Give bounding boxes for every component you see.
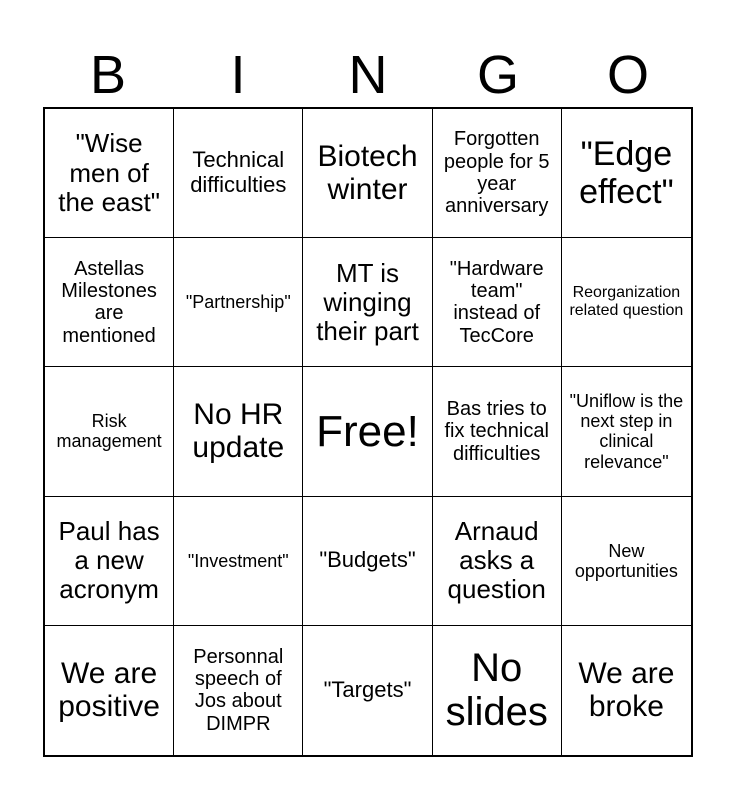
bingo-cell-r4c1[interactable] xyxy=(45,497,174,626)
cell-text: Personnal speech of Jos about DIMPR xyxy=(193,645,284,735)
cell-text: Biotech winter xyxy=(317,139,418,207)
bingo-cell-r5c2[interactable] xyxy=(174,626,303,755)
bingo-cell-r2c3[interactable] xyxy=(303,238,432,367)
cell-text: Bas tries to fix technical difficulties xyxy=(444,397,549,465)
bingo-cell-r4c2[interactable] xyxy=(174,497,303,626)
cell-text: New opportunities xyxy=(574,540,678,581)
bingo-cell-r2c1[interactable] xyxy=(45,238,174,367)
cell-text: "Wise men of the east" xyxy=(58,128,160,217)
bingo-header xyxy=(43,44,693,106)
cell-text: Astellas Milestones are mentioned xyxy=(61,257,157,347)
bingo-cell-r5c3[interactable] xyxy=(303,626,432,755)
cell-text: Risk management xyxy=(56,411,162,452)
header-letter-b: B xyxy=(89,45,127,105)
bingo-cell-r5c1[interactable] xyxy=(45,626,174,755)
cell-text: "Uniflow is the next step in clinical relevance" xyxy=(569,391,684,472)
cell-text: "Investment" xyxy=(187,550,289,571)
cell-text: "Hardware team" instead of TecCore xyxy=(449,257,544,347)
cell-text: Technical difficulties xyxy=(190,147,287,198)
header-letter-n: N xyxy=(348,45,388,105)
bingo-cell-r1c2[interactable] xyxy=(174,109,303,238)
bingo-cell-r4c4[interactable] xyxy=(433,497,562,626)
cell-text: "Edge effect" xyxy=(579,135,674,212)
cell-text: MT is winging their part xyxy=(316,257,419,346)
bingo-cell-r4c5[interactable] xyxy=(562,497,691,626)
bingo-cell-r1c3[interactable] xyxy=(303,109,432,238)
bingo-board xyxy=(43,107,693,757)
cell-text: We are positive xyxy=(58,656,160,724)
header-letter-g: G xyxy=(476,45,519,105)
bingo-cell-r3c5[interactable] xyxy=(562,367,691,496)
bingo-cell-free[interactable] xyxy=(303,367,432,496)
header-letter-o: O xyxy=(606,45,649,105)
cell-text: Forgotten people for 5 year anniversary xyxy=(443,128,550,218)
bingo-cell-r2c4[interactable] xyxy=(433,238,562,367)
bingo-cell-r2c2[interactable] xyxy=(174,238,303,367)
free-space-text: Free! xyxy=(316,406,419,456)
cell-text: Arnaud asks a question xyxy=(447,516,546,605)
cell-text: "Targets" xyxy=(323,677,412,703)
cell-text: "Partnership" xyxy=(185,292,291,313)
bingo-cell-r3c1[interactable] xyxy=(45,367,174,496)
bingo-cell-r4c3[interactable] xyxy=(303,497,432,626)
cell-text: We are broke xyxy=(578,656,675,724)
bingo-cell-r2c5[interactable] xyxy=(562,238,691,367)
bingo-cell-r3c4[interactable] xyxy=(433,367,562,496)
header-letter-i: I xyxy=(230,45,246,105)
cell-text: "Budgets" xyxy=(319,547,416,573)
bingo-cell-r1c4[interactable] xyxy=(433,109,562,238)
bingo-cell-r1c1[interactable] xyxy=(45,109,174,238)
cell-text: No HR update xyxy=(192,397,285,465)
bingo-cell-r1c5[interactable] xyxy=(562,109,691,238)
bingo-cell-r5c5[interactable] xyxy=(562,626,691,755)
bingo-cell-r3c2[interactable] xyxy=(174,367,303,496)
bingo-cell-r5c4[interactable] xyxy=(433,626,562,755)
cell-text: Reorganization related question xyxy=(569,284,684,320)
cell-text: Paul has a new acronym xyxy=(58,516,160,605)
cell-text: No slides xyxy=(445,645,548,735)
